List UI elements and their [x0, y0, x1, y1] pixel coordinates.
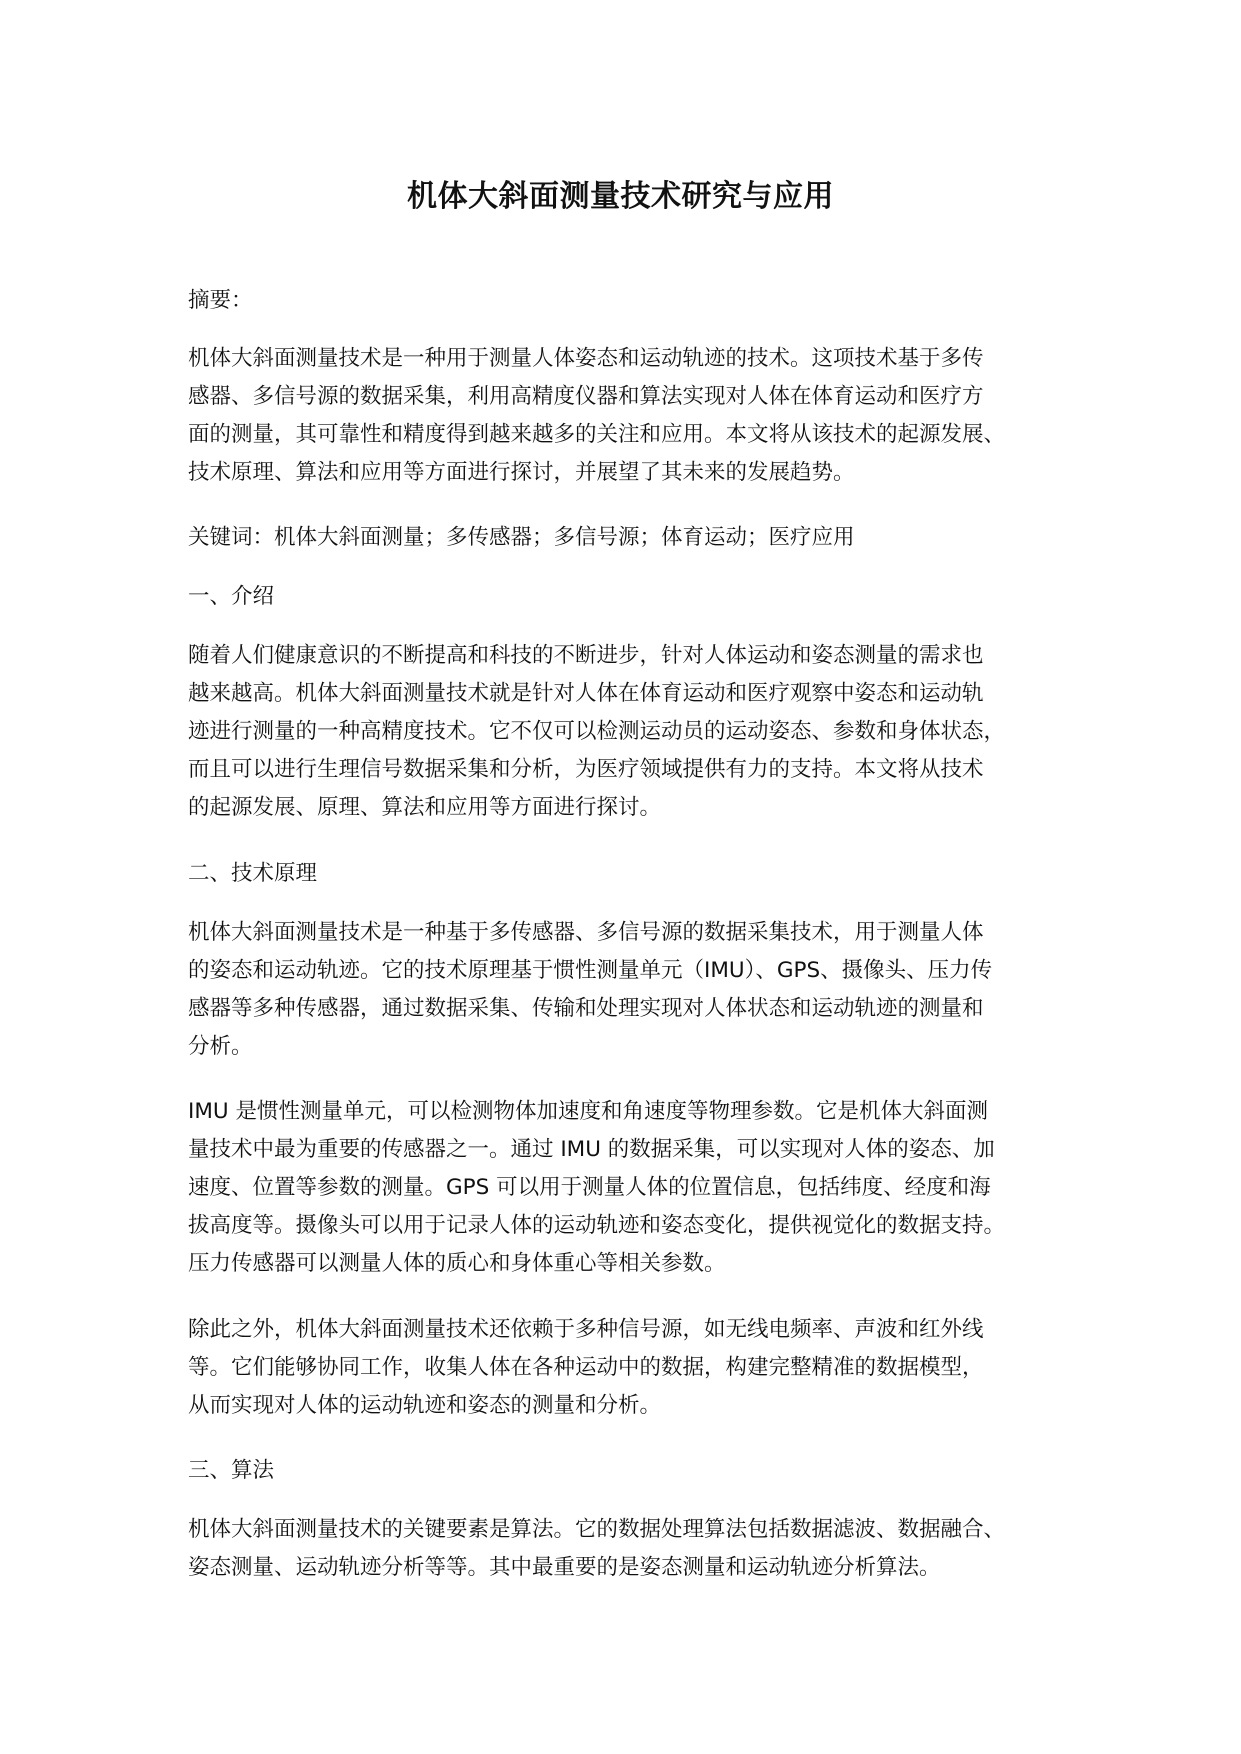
principle-paragraph-1 [188, 914, 1068, 1066]
text-line: 姿态测量、运动轨迹分析等等。其中最重要的是姿态测量和运动轨迹分析算法。 [188, 1555, 941, 1580]
text-line: 技术原理、算法和应用等方面进行探讨，并展望了其未来的发展趋势。 [188, 460, 855, 485]
text-line: 机体大斜面测量技术是一种基于多传感器、多信号源的数据采集技术，用于测量人体 [188, 920, 984, 945]
text-line: 机体大斜面测量技术的关键要素是算法。它的数据处理算法包括数据滤波、数据融合、 [188, 1517, 1006, 1542]
text-line: 除此之外，机体大斜面测量技术还依赖于多种信号源，如无线电频率、声波和红外线 [188, 1317, 984, 1342]
section-heading-principle [188, 855, 1068, 893]
abstract-label-text: 摘要： [188, 288, 253, 313]
text-line: 分析。 [188, 1034, 253, 1059]
text-line: 感器等多种传感器，通过数据采集、传输和处理实现对人体状态和运动轨迹的测量和 [188, 996, 984, 1021]
text-line: 越来越高。机体大斜面测量技术就是针对人体在体育运动和医疗观察中姿态和运动轨 [188, 681, 984, 706]
text-line: 感器、多信号源的数据采集，利用高精度仪器和算法实现对人体在体育运动和医疗方 [188, 384, 984, 409]
section-heading-text: 一、介绍 [188, 584, 275, 609]
section-heading-text: 三、算法 [188, 1458, 275, 1483]
text-line: 速度、位置等参数的测量。GPS 可以用于测量人体的位置信息，包括纬度、经度和海 [188, 1175, 991, 1200]
text-line: 机体大斜面测量技术是一种用于测量人体姿态和运动轨迹的技术。这项技术基于多传 [188, 346, 984, 371]
text-line: 从而实现对人体的运动轨迹和姿态的测量和分析。 [188, 1393, 662, 1418]
section-heading-text: 二、技术原理 [188, 861, 318, 886]
text-line: IMU 是惯性测量单元，可以检测物体加速度和角速度等物理参数。它是机体大斜面测 [188, 1099, 988, 1124]
principle-paragraph-2 [188, 1093, 1068, 1283]
section-heading-algorithm [188, 1452, 1068, 1490]
algorithm-paragraph [188, 1511, 1068, 1587]
text-line: 而且可以进行生理信号数据采集和分析，为医疗领域提供有力的支持。本文将从技术 [188, 757, 984, 782]
text-line: 面的测量，其可靠性和精度得到越来越多的关注和应用。本文将从该技术的起源发展、 [188, 422, 1006, 447]
principle-paragraph-3 [188, 1311, 1068, 1425]
abstract-paragraph [188, 340, 1068, 492]
text-line: 迹进行测量的一种高精度技术。它不仅可以检测运动员的运动姿态、参数和身体状态， [188, 719, 1006, 744]
text-line: 随着人们健康意识的不断提高和科技的不断进步，针对人体运动和姿态测量的需求也 [188, 643, 984, 668]
section-heading-introduction [188, 578, 1068, 616]
text-line: 量技术中最为重要的传感器之一。通过 IMU 的数据采集，可以实现对人体的姿态、加 [188, 1137, 995, 1162]
abstract-label [188, 282, 1068, 320]
text-line: 等。它们能够协同工作，收集人体在各种运动中的数据，构建完整精准的数据模型， [188, 1355, 984, 1380]
introduction-paragraph [188, 637, 1068, 827]
text-line: 的起源发展、原理、算法和应用等方面进行探讨。 [188, 795, 662, 820]
keywords-paragraph [188, 519, 1068, 557]
document-title: 机体大斜面测量技术研究与应用 [407, 179, 834, 214]
text-line: 压力传感器可以测量人体的质心和身体重心等相关参数。 [188, 1251, 726, 1276]
text-line: 拔高度等。摄像头可以用于记录人体的运动轨迹和姿态变化，提供视觉化的数据支持。 [188, 1213, 1006, 1238]
keywords-line: 关键词：机体大斜面测量；多传感器；多信号源；体育运动；医疗应用 [188, 525, 855, 550]
text-line: 的姿态和运动轨迹。它的技术原理基于惯性测量单元（IMU）、GPS、摄像头、压力传 [188, 958, 993, 983]
